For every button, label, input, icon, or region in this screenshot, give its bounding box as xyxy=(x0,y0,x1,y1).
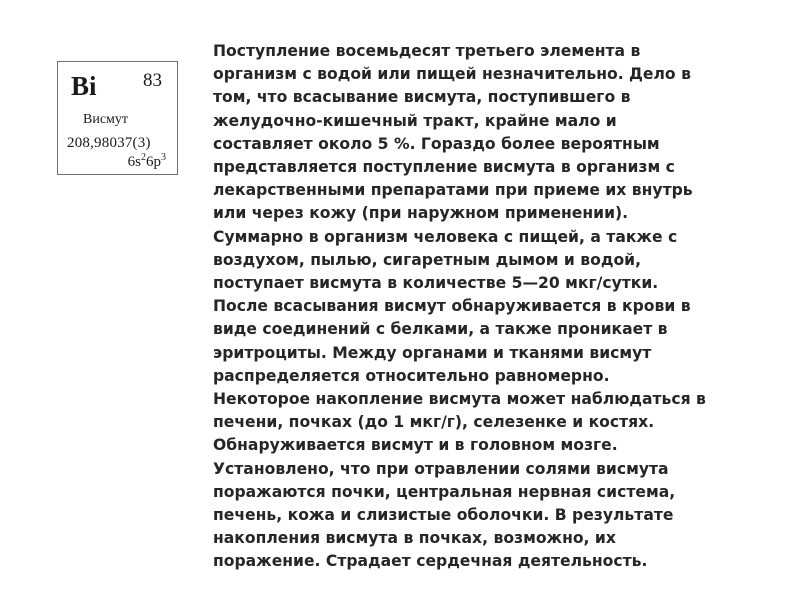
text-line: желудочно-кишечный тракт, крайне мало и xyxy=(213,111,617,130)
element-symbol: Bi xyxy=(71,71,97,101)
electron-configuration xyxy=(128,154,166,171)
text-line: Обнаруживается висмут и в головном мозге. xyxy=(213,436,618,455)
text-line: печень, кожа и слизистые оболочки. В результате xyxy=(213,506,674,525)
text-line: Некоторое накопление висмута может наблюдаться в xyxy=(213,390,706,409)
text-line: эритроциты. Между органами и тканями висмут xyxy=(213,343,652,362)
text-line: лекарственными препаратами при приеме их внутрь xyxy=(213,181,693,200)
text-line: составляет около 5 %. Гораздо более вероятным xyxy=(213,134,660,153)
config-orbital-p-electrons: 3 xyxy=(161,152,166,163)
element-name: Висмут xyxy=(83,112,129,127)
periodic-element-card xyxy=(57,61,178,175)
text-line: После всасывания висмут обнаруживается в крови в xyxy=(213,297,691,316)
text-line: или через кожу (при наружном применении). xyxy=(213,204,629,223)
text-line: поступает висмута в количестве 5—20 мкг/сутки. xyxy=(213,274,659,293)
text-line: воздухом, пылью, сигаретным дымом и водой, xyxy=(213,250,642,269)
text-line: распределяется относительно равномерно. xyxy=(213,366,610,385)
text-line: поражение. Страдает сердечная деятельность. xyxy=(213,552,648,571)
text-line: Поступление восемьдесят третьего элемента в xyxy=(213,42,641,60)
text-line: Установлено, что при отравлении солями висмута xyxy=(213,459,669,478)
text-line: поражаются почки, центральная нервная система, xyxy=(213,482,676,501)
atomic-number: 83 xyxy=(143,70,162,91)
text-line: виде соединений с белками, а также проникает в xyxy=(213,320,668,339)
config-orbital-p: 6p xyxy=(146,154,161,170)
atomic-mass: 208,98037(3) xyxy=(67,135,151,151)
text-line: Суммарно в организм человека с пищей, а также с xyxy=(213,227,678,246)
text-line: организм с водой или пищей незначительно. Дело в xyxy=(213,65,691,84)
text-line: представляется поступление висмута в организм с xyxy=(213,158,675,177)
text-line: том, что всасывание висмута, поступившего в xyxy=(213,88,631,107)
body-paragraph xyxy=(213,40,773,574)
text-line: печени, почках (до 1 мкг/г), селезенке и костях. xyxy=(213,413,655,432)
config-orbital-s-electrons: 2 xyxy=(141,152,146,163)
config-orbital-s: 6s xyxy=(127,154,141,170)
text-line: накопления висмута в почках, возможно, их xyxy=(213,529,616,548)
